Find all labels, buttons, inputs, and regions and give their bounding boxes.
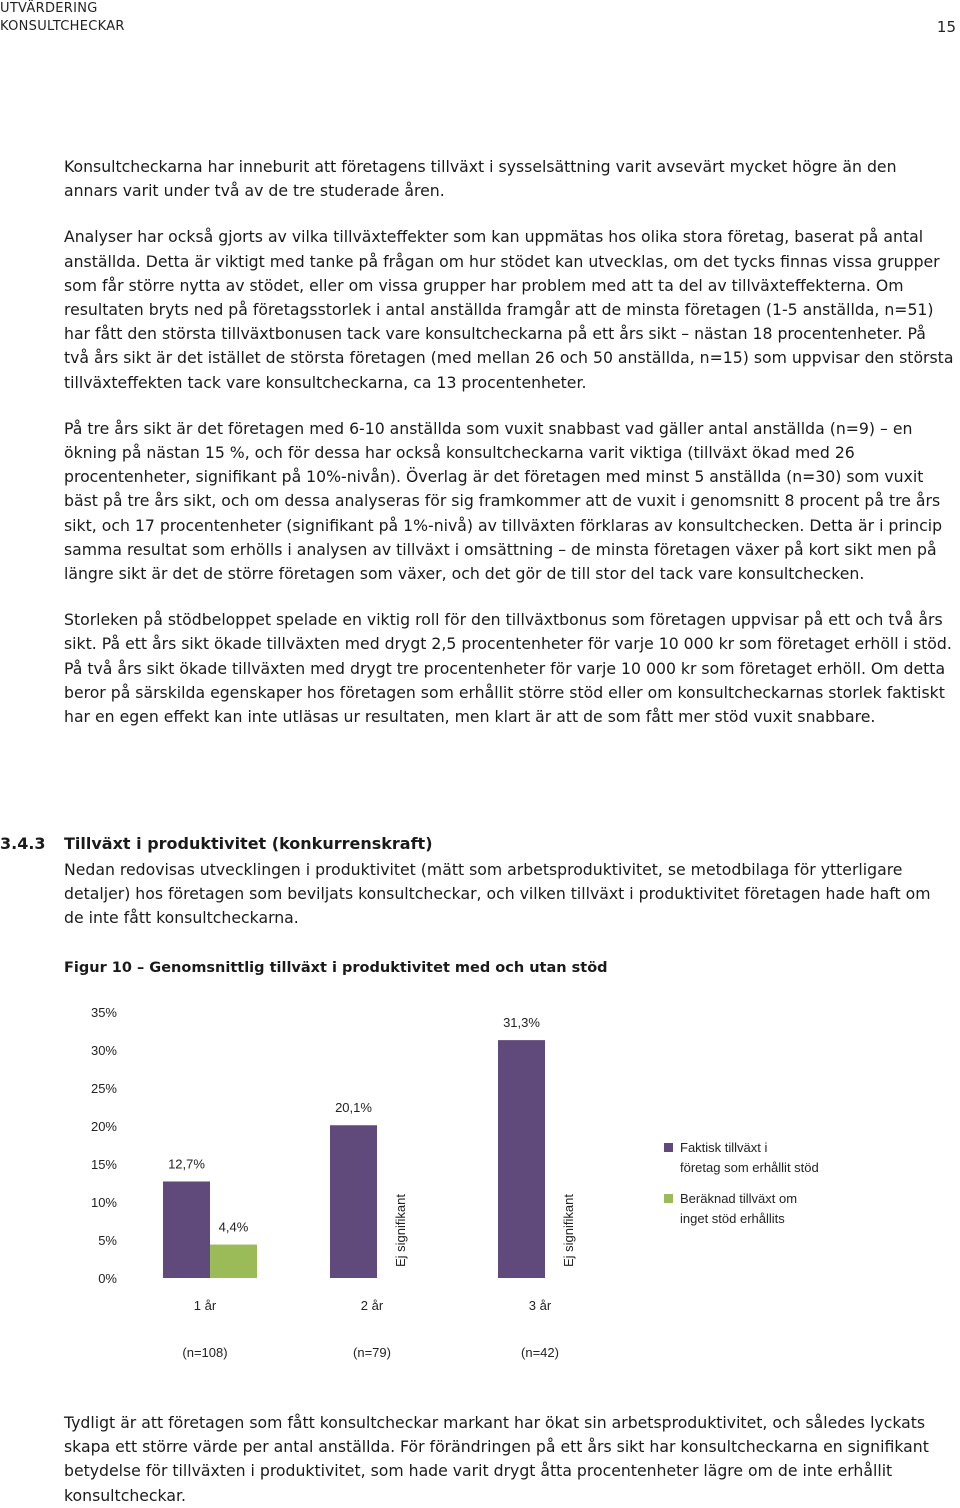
x-category-n-label: (n=108): [182, 1345, 228, 1360]
header-report-subtitle: KONSULTCHECKAR: [0, 19, 125, 34]
y-tick-label: 20%: [90, 1119, 117, 1134]
data-label-not-significant: Ej signifikant: [561, 1194, 576, 1267]
data-label-actual: 20,1%: [335, 1100, 372, 1116]
section-title: Tillväxt i produktivitet (konkurrenskraft): [64, 834, 433, 853]
bar-actual-growth: [163, 1181, 210, 1278]
figure-caption: Figur 10 – Genomsnittlig tillväxt i produktivitet med och utan stöd: [64, 960, 608, 976]
x-category-n-label: (n=42): [521, 1345, 559, 1360]
bar-actual-growth: [498, 1040, 545, 1278]
x-category-n-label: (n=79): [353, 1345, 391, 1360]
paragraph: Konsultcheckarna har inneburit att företagens tillväxt i sysselsättning varit avsevärt mycket högre än den annars varit under två av de tre studerade åren.: [64, 157, 897, 201]
y-tick-label: 30%: [90, 1043, 117, 1058]
data-label-estimated: 4,4%: [218, 1219, 249, 1235]
paragraph: Storleken på stödbeloppet spelade en viktig roll för den tillväxtbonus som företagen uppvisar på ett och två års sikt. På ett års sikt ökade tillväxten med drygt 2,5 procentenheter för varje 10 000 kr som företaget erhöll i stöd. På två års sikt ökade tillväxten med drygt tre procentenheter för varje 10 000 kr som företaget erhöll. Om detta beror på särskilda egenskaper hos företagen som erhållit större stöd eller om konsultcheckarnas storlek faktiskt har en egen effekt kan inte utläsas ur resultaten, men klart är att de som fått mer stöd vuxit snabbare.: [64, 610, 952, 727]
y-tick-label: 10%: [90, 1195, 117, 1210]
page-number: 15: [936, 18, 956, 36]
legend-actual-label: företag som erhållit stöd: [680, 1160, 819, 1175]
bar-actual-growth: [330, 1125, 377, 1278]
legend-actual-label: Faktisk tillväxt i: [680, 1140, 768, 1155]
header-report-name: UTVÄRDERING: [0, 1, 98, 16]
data-label-not-significant: Ej signifikant: [393, 1194, 408, 1267]
data-label-actual: 31,3%: [503, 1015, 540, 1031]
legend-actual-swatch: [664, 1143, 673, 1152]
data-label-actual: 12,7%: [168, 1156, 205, 1172]
x-category-label: 2 år: [360, 1298, 384, 1313]
x-category-label: 1 år: [193, 1298, 217, 1313]
paragraph: Analyser har också gjorts av vilka tillväxteffekter som kan uppmätas hos olika stora företag, baserat på antal anställda. Detta är viktigt med tanke på frågan om hur stödet kan utvecklas, om det tycks finnas vissa grupper som får större nytta av stödet, eller om vissa grupper har problem med att ta del av tillväxteffekterna. Om resultaten bryts ned på företagsstorlek i antal anställda framgår att de minsta företagen (1-5 anställda, n=51) har fått den största tillväxtbonusen tack vare konsultcheckarna på ett års sikt – nästan 18 procentenheter. På två års sikt är det istället de största företagen (med mellan 26 och 50 anställda, n=15) som uppvisar den största tillväxteffekten tack vare konsultcheckarna, ca 13 procentenheter.: [64, 227, 954, 392]
y-tick-label: 35%: [90, 1005, 117, 1020]
bar-estimated-growth: [210, 1245, 257, 1278]
section-number: 3.4.3: [0, 834, 46, 853]
legend-estimated-label: Beräknad tillväxt om: [680, 1191, 798, 1206]
paragraph: På tre års sikt är det företagen med 6-10 anställda som vuxit snabbast vad gäller antal anställda (n=9) – en ökning på nästan 15 %, och för dessa har också konsultcheckarna varit viktiga (tillväxt ökad med 26 procentenheter, signifikant på 10%-nivån). Överlag är det företagen med minst 5 anställda (n=30) som vuxit bäst på tre års sikt, och om dessa analyseras för sig framkommer att de vuxit i genomsnitt 8 procent på tre års sikt, och 17 procentenheter (signifikant på 1%-nivå) av tillväxten förklaras av konsultchecken. Detta är i princip samma resultat som erhölls i analysen av tillväxt i omsättning – de minsta företagen växer på kort sikt men på längre sikt är det de större företagen som växer, och det gör de till stor del tack vare konsultchecken.: [64, 418, 943, 584]
y-tick-label: 25%: [90, 1081, 117, 1096]
productivity-chart: [0, 995, 960, 1375]
legend-estimated-label: inget stöd erhållits: [680, 1211, 785, 1226]
running-header: [0, 0, 125, 36]
y-tick-label: 0%: [98, 1271, 117, 1286]
closing-paragraph: Tydligt är att företagen som fått konsultcheckar markant har ökat sin arbetsproduktivitet, och således lyckats skapa ett större värde per antal anställda. För förändringen på ett års sikt har konsultcheckarna en signifikant betydelse för tillväxten i produktivitet, som hade varit drygt åtta procentenheter lägre om de inte erhållit konsultcheckar.: [64, 1413, 929, 1505]
y-tick-label: 5%: [98, 1233, 117, 1248]
body-text: [64, 155, 954, 751]
x-category-label: 3 år: [528, 1298, 552, 1313]
section-paragraph: Nedan redovisas utvecklingen i produktivitet (mätt som arbetsproduktivitet, se metodbilaga för ytterligare detaljer) hos företagen som beviljats konsultcheckar, och vilken tillväxt i produktivitet företagen hade haft om de inte fått konsultcheckarna.: [64, 860, 931, 928]
y-tick-label: 15%: [90, 1157, 117, 1172]
chart-svg: [0, 995, 960, 1375]
legend-estimated-swatch: [664, 1194, 673, 1203]
